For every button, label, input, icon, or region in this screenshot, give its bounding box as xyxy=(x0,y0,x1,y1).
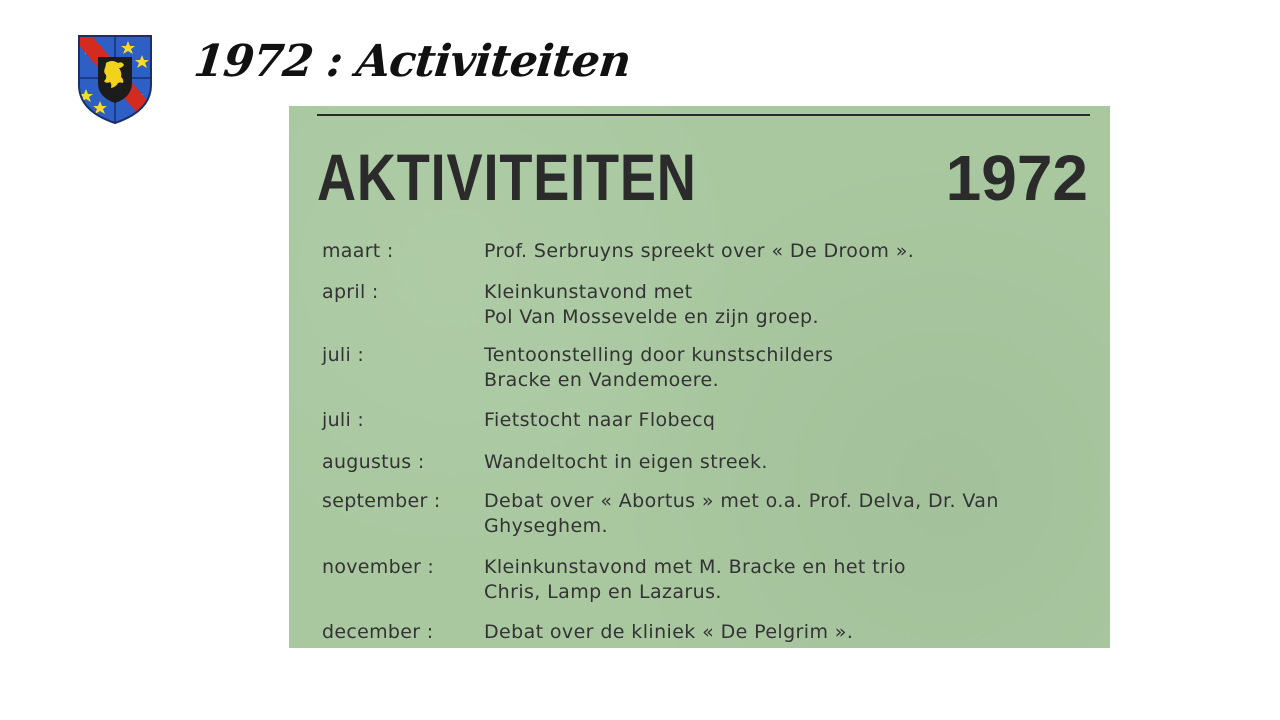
document-year: 1972 xyxy=(945,142,1088,214)
activity-month: augustus : xyxy=(322,451,425,473)
coat-of-arms-icon xyxy=(76,33,154,125)
activity-description: Wandeltocht in eigen streek. xyxy=(484,451,768,473)
scanned-document xyxy=(289,106,1110,648)
slide-title: 1972 : Activiteiten xyxy=(191,36,633,87)
activity-month: maart : xyxy=(322,240,394,262)
top-rule xyxy=(317,114,1090,116)
activity-description: Debat over de kliniek « De Pelgrim ». xyxy=(484,621,854,643)
activity-month: december : xyxy=(322,621,434,643)
activity-description: Kleinkunstavond met M. Bracke en het trio Chris, Lamp en Lazarus. xyxy=(484,556,906,603)
activity-description: Debat over « Abortus » met o.a. Prof. Delva, Dr. Van Ghyseghem. xyxy=(484,490,999,537)
document-heading: AKTIVITEITEN xyxy=(317,140,697,214)
activity-month: september : xyxy=(322,490,441,512)
activity-month: juli : xyxy=(322,344,365,366)
activity-month: april : xyxy=(322,281,379,303)
activity-description: Prof. Serbruyns spreekt over « De Droom ». xyxy=(484,240,915,262)
activity-description: Kleinkunstavond met Pol Van Mossevelde en zijn groep. xyxy=(484,281,819,328)
activity-description: Tentoonstelling door kunstschilders Bracke en Vandemoere. xyxy=(484,344,834,391)
activity-month: juli : xyxy=(322,409,365,431)
activity-month: november : xyxy=(322,556,435,578)
activity-description: Fietstocht naar Flobecq xyxy=(484,409,716,431)
